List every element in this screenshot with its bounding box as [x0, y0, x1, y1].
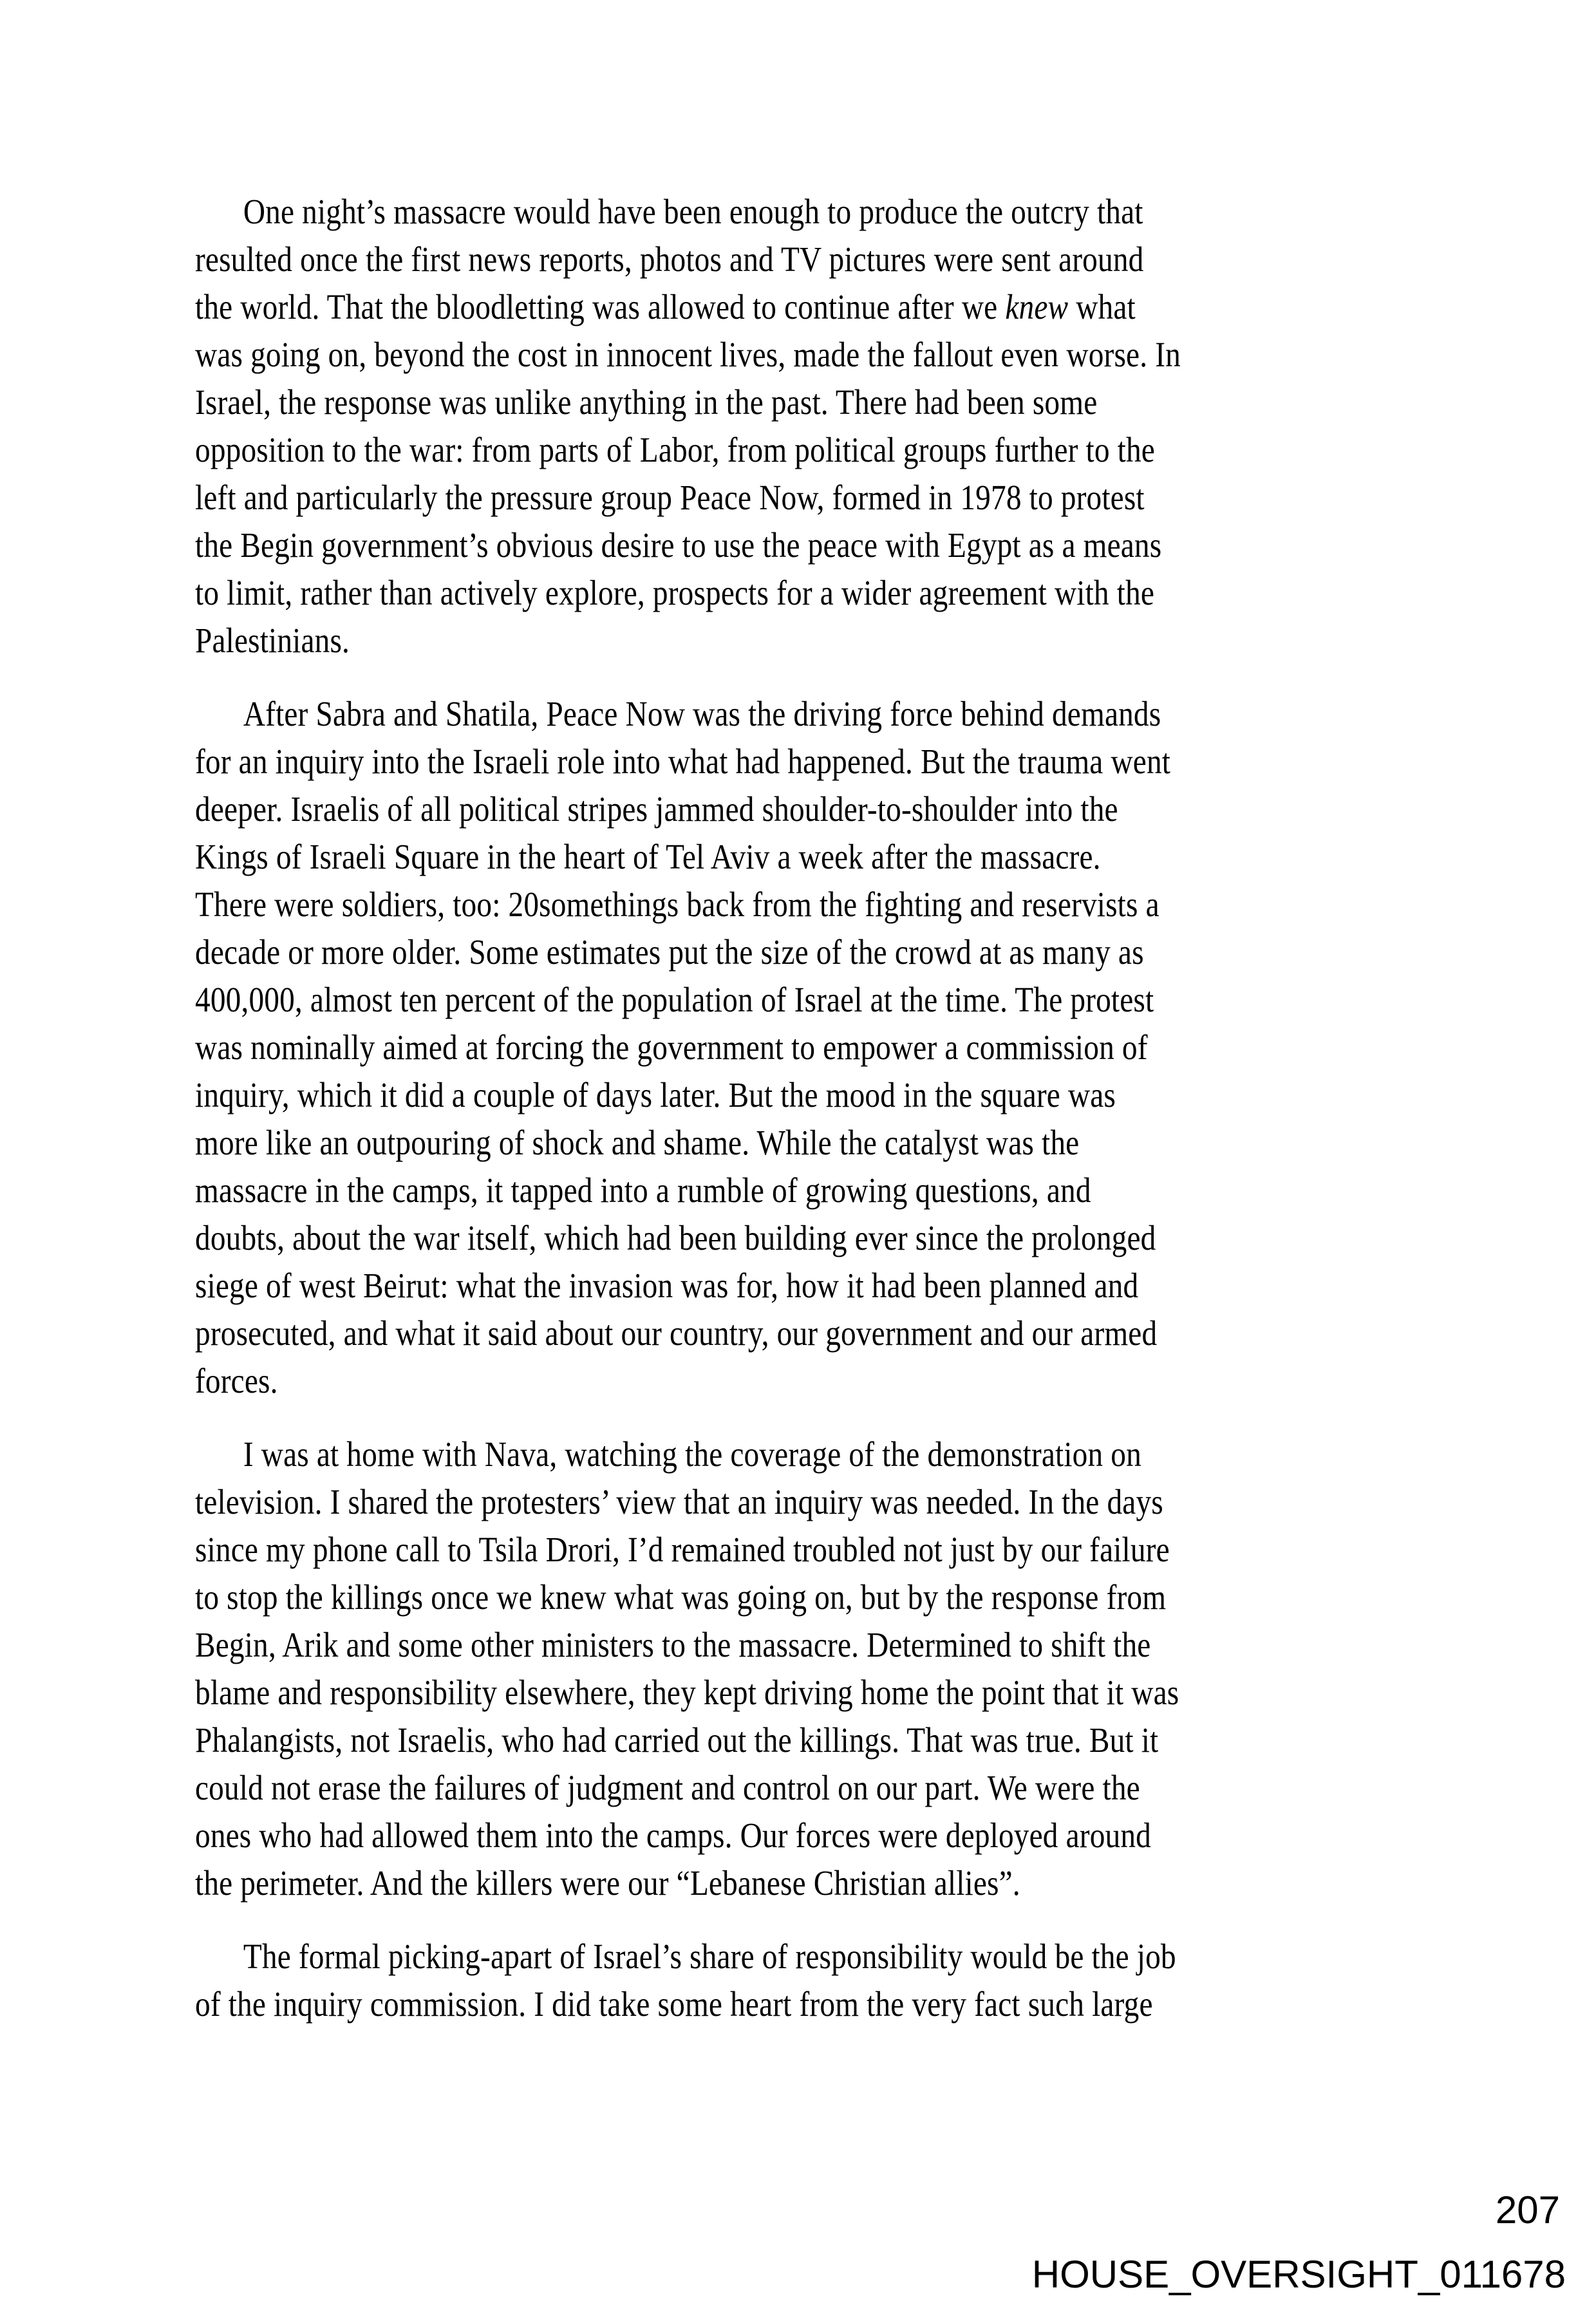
body-text [195, 188, 1469, 2028]
text-line: blame and responsibility elsewhere, they kept driving home the point that it was [195, 1673, 1179, 1712]
text-line: since my phone call to Tsila Drori, I’d remained troubled not just by our failure [195, 1530, 1170, 1569]
text-line: of the inquiry commission. I did take some heart from the very fact such large [195, 1984, 1153, 2024]
paragraph [195, 690, 1469, 1405]
text-line: decade or more older. Some estimates put the size of the crowd at as many as [195, 932, 1144, 972]
text-line: Israel, the response was unlike anything in the past. There had been some [195, 382, 1098, 422]
text-line: resulted once the first news reports, photos and TV pictures were sent around [195, 240, 1144, 279]
text-line: the world. That the bloodletting was allowed to continue after we knew what [195, 287, 1136, 326]
text-line: the perimeter. And the killers were our “Lebanese Christian allies”. [195, 1863, 1020, 1903]
text-line: ones who had allowed them into the camps. Our forces were deployed around [195, 1816, 1151, 1855]
text-line: to stop the killings once we knew what was going on, but by the response from [195, 1577, 1167, 1617]
text-line: After Sabra and Shatila, Peace Now was the driving force behind demands [243, 694, 1161, 733]
text-line: Palestinians. [195, 621, 350, 660]
text-line: forces. [195, 1361, 278, 1400]
page-number: 207 [1495, 2188, 1560, 2232]
paragraph [195, 1933, 1469, 2028]
text-line: was going on, beyond the cost in innocent lives, made the fallout even worse. In [195, 335, 1181, 374]
text-line: prosecuted, and what it said about our country, our government and our armed [195, 1313, 1158, 1353]
paragraph [195, 188, 1469, 664]
text-line: deeper. Israelis of all political stripes jammed shoulder-to-shoulder into the [195, 789, 1118, 829]
text-line: Phalangists, not Israelis, who had carried out the killings. That was true. But it [195, 1720, 1159, 1760]
text-line: Kings of Israeli Square in the heart of Tel Aviv a week after the massacre. [195, 837, 1101, 876]
text-line: left and particularly the pressure group Peace Now, formed in 1978 to protest [195, 478, 1145, 517]
text-line: One night’s massacre would have been enough to produce the outcry that [243, 192, 1143, 231]
text-line: There were soldiers, too: 20somethings back from the fighting and reservists a [195, 885, 1159, 924]
text-line: the Begin government’s obvious desire to use the peace with Egypt as a means [195, 525, 1162, 565]
paragraph [195, 1431, 1469, 1907]
text-line: to limit, rather than actively explore, prospects for a wider agreement with the [195, 573, 1155, 612]
text-line: doubts, about the war itself, which had been building ever since the prolonged [195, 1218, 1156, 1257]
text-line: was nominally aimed at forcing the government to empower a commission of [195, 1028, 1148, 1067]
text-line: I was at home with Nava, watching the coverage of the demonstration on [243, 1434, 1141, 1474]
text-line: television. I shared the protesters’ view that an inquiry was needed. In the days [195, 1482, 1163, 1521]
watermark-stamp: HOUSE_OVERSIGHT_011678 [1031, 2253, 1566, 2296]
text-line: inquiry, which it did a couple of days later. But the mood in the square was [195, 1075, 1116, 1114]
text-line: could not erase the failures of judgment and control on our part. We were the [195, 1768, 1140, 1807]
text-line: Begin, Arik and some other ministers to the massacre. Determined to shift the [195, 1625, 1151, 1664]
text-line: for an inquiry into the Israeli role into what had happened. But the trauma went [195, 742, 1171, 781]
text-line: 400,000, almost ten percent of the population of Israel at the time. The protest [195, 980, 1154, 1019]
text-line: The formal picking-apart of Israel’s share of responsibility would be the job [243, 1937, 1176, 1976]
text-line: massacre in the camps, it tapped into a rumble of growing questions, and [195, 1170, 1091, 1210]
text-line: more like an outpouring of shock and shame. While the catalyst was the [195, 1123, 1080, 1162]
text-line: siege of west Beirut: what the invasion was for, how it had been planned and [195, 1266, 1139, 1305]
text-line: opposition to the war: from parts of Labor, from political groups further to the [195, 430, 1155, 469]
